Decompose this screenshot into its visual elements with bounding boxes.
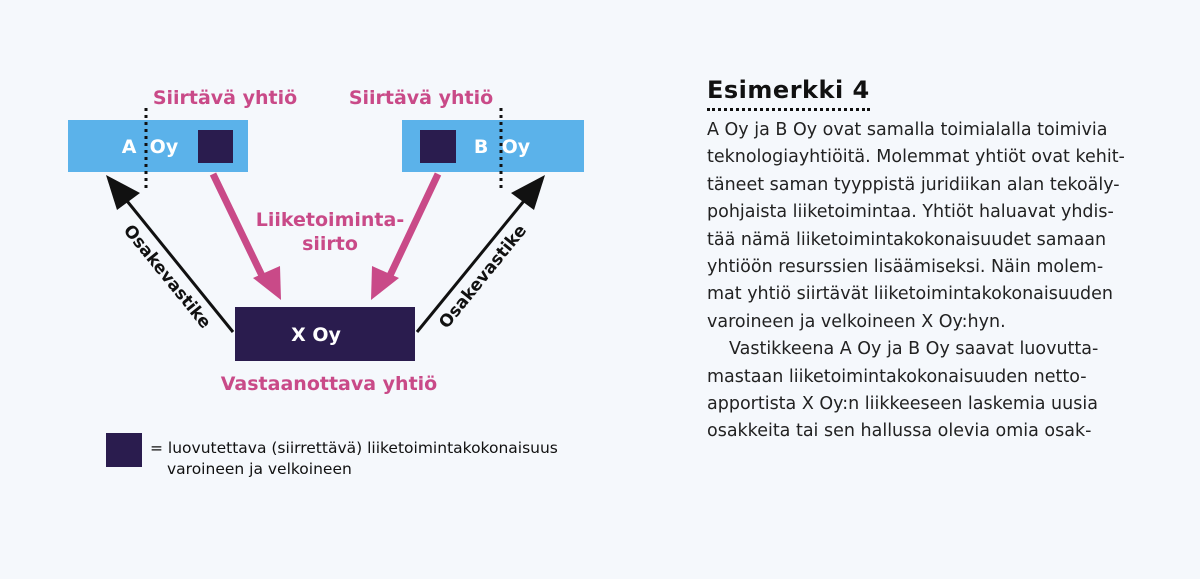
p1-line: täneet saman tyyppistä juridiikan alan tekoäly- (707, 174, 1120, 195)
box-x-label: X Oy (291, 324, 341, 346)
p2-line: Vastikkeena A Oy ja B Oy saavat luovutta- (729, 339, 1099, 360)
legend-line1: = luovutettava (siirrettävä) liiketoimintakokonaisuus (150, 439, 558, 457)
p2-line: mastaan liiketoimintakokonaisuuden netto- (707, 366, 1087, 387)
receiving-company-label: Vastaanottava yhtiö (220, 373, 438, 395)
example-title: Esimerkki 4 (707, 76, 870, 111)
p1-line: yhtiöön resurssien lisäämiseksi. Näin molem- (707, 257, 1104, 278)
example-body (707, 117, 1177, 446)
box-a-business-unit (198, 130, 233, 163)
legend (150, 438, 620, 480)
p2-line: osakkeita tai sen hallussa olevia omia osak- (707, 421, 1092, 442)
business-transfer-label-line1: Liiketoiminta- (255, 209, 405, 231)
p2-line: apportista X Oy:n liikkeeseen laskemia uusia (707, 394, 1098, 415)
business-transfer-label-line2: siirto (302, 233, 358, 255)
share-consideration-arrow-right (417, 196, 528, 332)
box-b-label: B Oy (473, 136, 531, 158)
example-paragraph-1 (707, 117, 1177, 336)
example-section (707, 76, 1177, 446)
p1-line: pohjaista liiketoimintaa. Yhtiöt haluavat yhdis- (707, 202, 1114, 223)
example-paragraph-2 (707, 336, 1177, 446)
left-transferring-company-label: Siirtävä yhtiö (152, 87, 298, 109)
p1-line: A Oy ja B Oy ovat samalla toimialalla toimivia (707, 120, 1108, 140)
right-transferring-company-label: Siirtävä yhtiö (348, 87, 494, 109)
share-consideration-arrow-left-head (106, 175, 140, 210)
p1-line: mat yhtiö siirtävät liiketoimintakokonaisuuden (707, 284, 1114, 305)
right-share-consideration-label: Osakevastike (435, 221, 531, 333)
legend-line2: varoineen ja velkoineen (167, 460, 352, 478)
legend-swatch (106, 433, 142, 467)
p1-line: tää nämä liiketoimintakokonaisuudet samaan (707, 229, 1107, 250)
box-b-business-unit (420, 130, 456, 163)
p1-line: teknologiayhtiöitä. Molemmat yhtiöt ovat kehit- (707, 147, 1125, 168)
p1-line: varoineen ja velkoineen X Oy:hyn. (707, 311, 1006, 332)
share-consideration-arrow-right-head (511, 175, 545, 210)
box-a-label: A Oy (121, 136, 179, 158)
share-consideration-arrow-left (123, 196, 233, 332)
left-share-consideration-label: Osakevastike (119, 221, 215, 333)
